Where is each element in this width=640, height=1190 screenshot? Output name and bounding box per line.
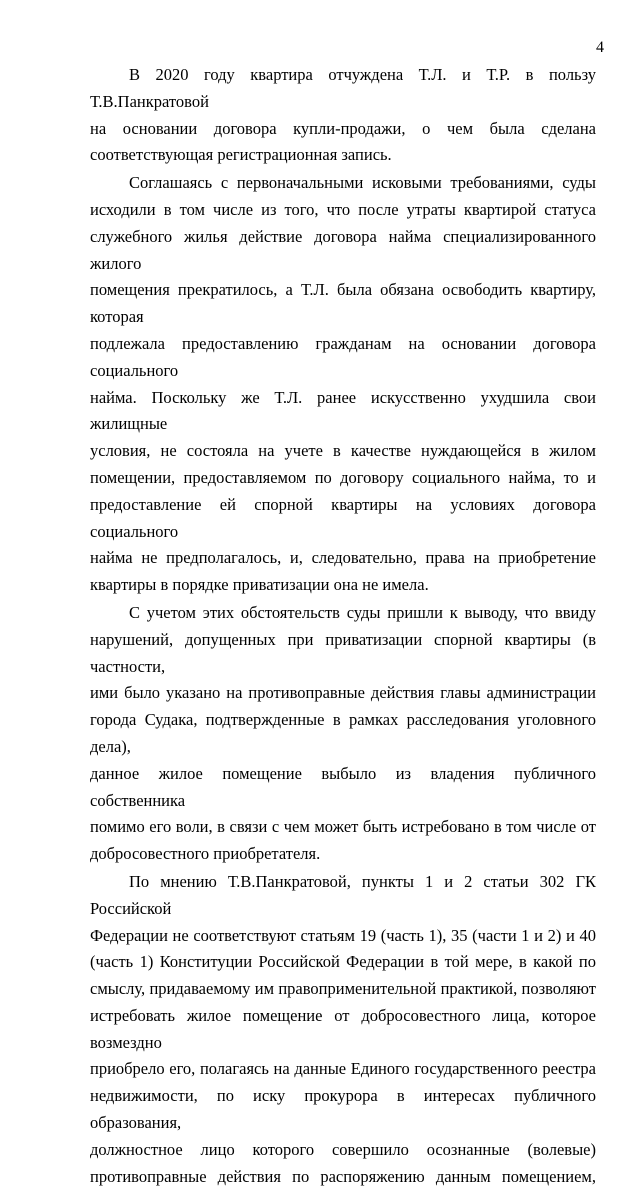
text-line: С учетом этих обстоятельств суды пришли к выводу, что ввиду xyxy=(129,602,596,622)
text-line: По мнению Т.В.Панкратовой, пункты 1 и 2 статьи 302 ГК Российской xyxy=(90,871,596,918)
text-line: города Судака, подтвержденные в рамках расследования уголовного дела), xyxy=(90,710,596,756)
paragraph-2 xyxy=(90,170,596,599)
page-number: 4 xyxy=(596,39,604,56)
text-line: условия, не состояла на учете в качестве нуждающейся в жилом xyxy=(90,441,596,461)
document-body xyxy=(90,62,596,1190)
text-line: смыслу, придаваемому им правоприменительной практикой, позволяют xyxy=(90,979,596,999)
text-line: исходили в том числе из того, что после утраты квартирой статуса xyxy=(90,199,596,219)
text-line: предоставление ей спорной квартиры на условиях договора социального xyxy=(90,494,596,541)
text-line: нарушений, допущенных при приватизации спорной квартиры (в частности, xyxy=(90,629,596,676)
text-line: Соглашаясь с первоначальными исковыми требованиями, суды xyxy=(129,173,596,193)
text-line: добросовестного приобретателя. xyxy=(90,844,321,864)
text-line: найма. Поскольку же Т.Л. ранее искусственно ухудшила свои жилищные xyxy=(90,387,596,434)
text-line: найма не предполагалось, и, следовательно, права на приобретение xyxy=(90,548,596,568)
text-line: В 2020 году квартира отчуждена Т.Л. и Т.Р. в пользу Т.В.Панкратовой xyxy=(90,65,596,111)
text-line: помимо его воли, в связи с чем может быть истребовано в том числе от xyxy=(90,817,596,837)
text-line: противоправные действия по распоряжению данным помещением, xyxy=(90,1166,596,1186)
text-line: на основании договора купли-продажи, о чем была сделана xyxy=(90,118,596,138)
text-line: помещения прекратилось, а Т.Л. была обязана освободить квартиру, которая xyxy=(90,280,596,327)
text-line: служебного жилья действие договора найма специализированного жилого xyxy=(90,226,596,273)
text-line: квартиры в порядке приватизации она не имела. xyxy=(90,575,429,595)
text-line: подлежала предоставлению гражданам на основании договора социального xyxy=(90,333,596,380)
text-line: (часть 1) Конституции Российской Федерации в той мере, в какой по xyxy=(90,952,596,972)
paragraph-1 xyxy=(90,62,596,169)
text-line: недвижимости, по иску прокурора в интересах публичного образования, xyxy=(90,1086,596,1133)
text-line: Федерации не соответствуют статьям 19 (часть 1), 35 (части 1 и 2) и 40 xyxy=(90,925,596,945)
text-line: истребовать жилое помещение от добросовестного лица, которое возмездно xyxy=(90,1005,596,1052)
paragraph-3 xyxy=(90,600,596,868)
text-line: приобрело его, полагаясь на данные Единого государственного реестра xyxy=(90,1059,596,1079)
paragraph-4 xyxy=(90,869,596,1190)
text-line: данное жилое помещение выбыло из владения публичного собственника xyxy=(90,763,596,810)
text-line: соответствующая регистрационная запись. xyxy=(90,145,392,165)
text-line: должностное лицо которого совершило осознанные (волевые) xyxy=(90,1139,596,1159)
text-line: ими было указано на противоправные действия главы администрации xyxy=(90,683,596,703)
text-line: помещении, предоставляемом по договору социального найма, то и xyxy=(90,467,596,487)
